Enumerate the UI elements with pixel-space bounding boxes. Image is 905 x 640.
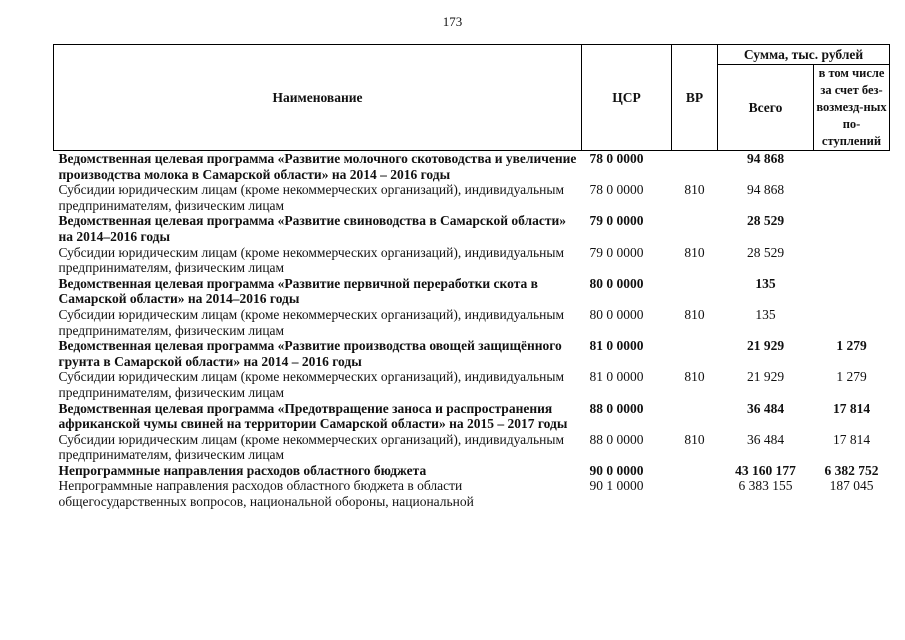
row-name: Ведомственная целевая программа «Развитие производства овощей защищённого грунта в Самарской области» на 2014 – 2016 годы bbox=[58, 338, 562, 369]
row-total: 94 868 bbox=[746, 182, 785, 198]
table-row bbox=[54, 213, 890, 244]
table-row bbox=[54, 432, 890, 463]
row-name: Субсидии юридическим лицам (кроме некоммерческих организаций), индивидуальным предпринимателям, физическим лицам bbox=[58, 182, 565, 213]
row-name: Непрограммные направления расходов областного бюджета в области общегосударственных вопросов, национальной обороны, национальной bbox=[58, 478, 474, 510]
row-free-receipts bbox=[814, 151, 890, 183]
table-row bbox=[54, 463, 890, 479]
row-vr bbox=[672, 401, 718, 432]
row-free-receipts: 187 045 bbox=[829, 478, 874, 494]
row-csr: 79 0 0000 bbox=[589, 213, 644, 229]
header-csr: ЦСР bbox=[582, 45, 672, 151]
row-total: 94 868 bbox=[746, 151, 785, 166]
header-sum-group: Сумма, тыс. рублей bbox=[718, 45, 890, 65]
row-total: 28 529 bbox=[746, 213, 785, 229]
row-vr bbox=[672, 338, 718, 369]
row-total: 21 929 bbox=[746, 338, 785, 354]
row-csr: 88 0 0000 bbox=[589, 400, 644, 416]
row-name: Субсидии юридическим лицам (кроме некоммерческих организаций), индивидуальным предпринимателям, физическим лицам bbox=[58, 431, 565, 463]
header-name: Наименование bbox=[54, 45, 582, 151]
table-row bbox=[54, 401, 890, 432]
row-vr bbox=[672, 463, 718, 479]
row-vr bbox=[672, 213, 718, 244]
table-row bbox=[54, 338, 890, 369]
row-csr: 79 0 0000 bbox=[589, 244, 644, 260]
row-free-receipts bbox=[814, 276, 890, 307]
budget-table bbox=[53, 44, 890, 510]
row-free-receipts: 17 814 bbox=[832, 431, 871, 447]
row-vr: 810 bbox=[684, 306, 705, 322]
row-free-receipts bbox=[814, 213, 890, 244]
row-name: Ведомственная целевая программа «Развитие молочного скотоводства и увеличение производства молока в Самарской области» на 2014 – 2016 годы bbox=[58, 151, 577, 182]
row-total: 135 bbox=[755, 275, 776, 291]
row-free-receipts bbox=[814, 245, 890, 276]
table-body bbox=[54, 151, 890, 510]
row-total: 21 929 bbox=[746, 369, 785, 385]
page-number: 173 bbox=[442, 14, 463, 29]
row-total: 6 383 155 bbox=[738, 478, 793, 494]
row-name: Ведомственная целевая программа «Развитие свиноводства в Самарской области» на 2014–2016 годы bbox=[58, 213, 566, 244]
row-csr: 81 0 0000 bbox=[589, 369, 644, 385]
row-vr: 810 bbox=[684, 182, 705, 198]
header-total: Всего bbox=[718, 65, 814, 151]
row-free-receipts: 17 814 bbox=[832, 400, 871, 416]
table-row bbox=[54, 307, 890, 338]
row-vr: 810 bbox=[684, 244, 705, 260]
row-csr: 90 1 0000 bbox=[589, 478, 644, 494]
row-csr: 78 0 0000 bbox=[589, 182, 644, 198]
row-csr: 80 0 0000 bbox=[589, 275, 644, 291]
row-name: Ведомственная целевая программа «Предотвращение заноса и распространения африканской чумы свиней на территории Самарской области» на 2015 – 2017 годы bbox=[58, 400, 568, 432]
table-row bbox=[54, 276, 890, 307]
row-csr: 80 0 0000 bbox=[589, 306, 644, 322]
row-vr: 810 bbox=[684, 369, 705, 385]
row-total: 43 160 177 bbox=[735, 462, 796, 478]
row-total: 36 484 bbox=[746, 400, 785, 416]
row-total: 135 bbox=[755, 306, 776, 322]
header-free-receipts: в том числе за счет без-возмезд-ных по-ступлений bbox=[814, 65, 890, 151]
table-row bbox=[54, 369, 890, 400]
row-name: Непрограммные направления расходов областного бюджета bbox=[58, 462, 427, 478]
row-name: Субсидии юридическим лицам (кроме некоммерческих организаций), индивидуальным предпринимателям, физическим лицам bbox=[58, 244, 565, 276]
table-row bbox=[54, 478, 890, 509]
table-row bbox=[54, 151, 890, 183]
row-name: Субсидии юридическим лицам (кроме некоммерческих организаций), индивидуальным предпринимателям, физическим лицам bbox=[58, 306, 565, 338]
row-total: 36 484 bbox=[746, 431, 785, 447]
header-vr: ВР bbox=[672, 45, 718, 151]
table-row bbox=[54, 245, 890, 276]
row-free-receipts bbox=[814, 307, 890, 338]
row-name: Ведомственная целевая программа «Развитие первичной переработки скота в Самарской области» на 2014–2016 годы bbox=[58, 275, 538, 307]
row-vr bbox=[672, 276, 718, 307]
row-vr: 810 bbox=[684, 431, 705, 447]
row-name: Субсидии юридическим лицам (кроме некоммерческих организаций), индивидуальным предпринимателям, физическим лицам bbox=[58, 369, 565, 400]
row-vr bbox=[672, 151, 718, 183]
row-csr: 88 0 0000 bbox=[589, 431, 644, 447]
row-total: 28 529 bbox=[746, 244, 785, 260]
row-vr bbox=[672, 478, 718, 509]
row-free-receipts: 1 279 bbox=[836, 338, 867, 354]
table-row bbox=[54, 182, 890, 213]
row-free-receipts: 6 382 752 bbox=[824, 462, 879, 478]
row-csr: 78 0 0000 bbox=[589, 151, 644, 166]
row-free-receipts: 1 279 bbox=[836, 369, 867, 385]
row-free-receipts bbox=[814, 182, 890, 213]
row-csr: 90 0 0000 bbox=[589, 462, 644, 478]
row-csr: 81 0 0000 bbox=[589, 338, 644, 354]
